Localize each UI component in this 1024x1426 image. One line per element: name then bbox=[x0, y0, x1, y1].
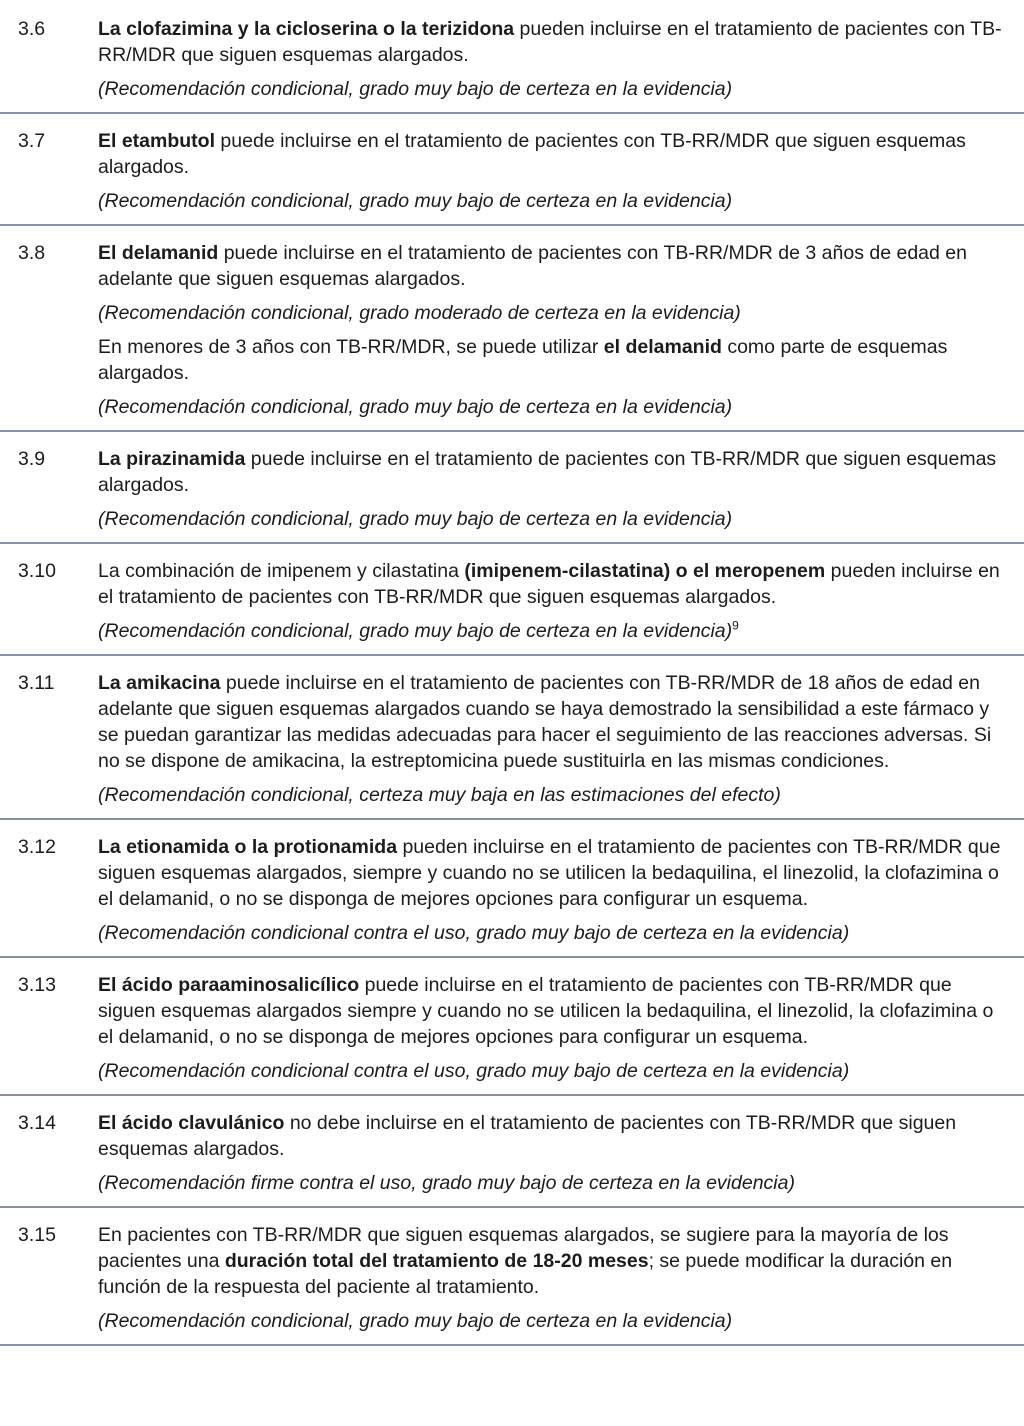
recommendation-grade: (Recomendación firme contra el uso, grado muy bajo de certeza en la evidencia) bbox=[98, 1172, 795, 1194]
recommendation-body bbox=[98, 834, 1024, 946]
text-regular: puede incluirse en el tratamiento de pacientes con TB-RR/MDR de 3 años de edad en adelante que siguen esquemas alargados. bbox=[98, 242, 967, 290]
recommendation-body bbox=[98, 670, 1024, 808]
text-bold: La pirazinamida bbox=[98, 448, 246, 470]
recommendation-number: 3.15 bbox=[18, 1224, 56, 1246]
recommendation-grade-secondary: (Recomendación condicional, grado muy bajo de certeza en la evidencia) bbox=[98, 396, 733, 418]
recommendation-grade: (Recomendación condicional contra el uso, grado muy bajo de certeza en la evidencia) bbox=[98, 1060, 850, 1082]
recommendation-text bbox=[98, 670, 1006, 774]
recommendation-number: 3.6 bbox=[18, 18, 46, 40]
recommendation-number: 3.14 bbox=[18, 1112, 56, 1134]
recommendation-body bbox=[98, 558, 1024, 644]
recommendation-grade: (Recomendación condicional, certeza muy baja en las estimaciones del efecto) bbox=[98, 784, 781, 806]
recommendation-row bbox=[0, 432, 1024, 544]
recommendation-body bbox=[98, 16, 1024, 102]
text-bold: El etambutol bbox=[98, 130, 216, 152]
recommendation-row bbox=[0, 1096, 1024, 1208]
text-bold: El ácido paraaminosalicílico bbox=[98, 974, 360, 996]
recommendation-text bbox=[98, 1222, 1006, 1300]
text-bold: La clofazimina y la cicloserina o la terizidona bbox=[98, 18, 515, 40]
recommendation-grade-text: (Recomendación condicional, grado muy bajo de certeza en la evidencia) bbox=[98, 620, 733, 642]
recommendation-body bbox=[98, 1222, 1024, 1334]
recommendation-text-secondary bbox=[98, 334, 1006, 386]
recommendation-grade: (Recomendación condicional contra el uso, grado muy bajo de certeza en la evidencia) bbox=[98, 922, 850, 944]
text-bold: El ácido clavulánico bbox=[98, 1112, 285, 1134]
recommendation-row bbox=[0, 114, 1024, 226]
recommendation-row bbox=[0, 0, 1024, 114]
recommendation-grade: (Recomendación condicional, grado muy bajo de certeza en la evidencia) bbox=[98, 78, 733, 100]
text-regular: En menores de 3 años con TB-RR/MDR, se puede utilizar bbox=[98, 336, 604, 358]
text-regular: puede incluirse en el tratamiento de pacientes con TB-RR/MDR que siguen esquemas alargados. bbox=[98, 448, 997, 496]
recommendation-text bbox=[98, 446, 1006, 498]
text-regular: pueden incluirse en el tratamiento de pacientes con TB-RR/MDR que siguen esquemas alargados. bbox=[98, 560, 1000, 608]
text-regular: ; se puede modificar la duración en función de la respuesta del paciente al tratamiento. bbox=[98, 1250, 953, 1298]
text-bold: el delamanid bbox=[603, 336, 722, 358]
recommendation-grade: (Recomendación condicional, grado muy bajo de certeza en la evidencia) bbox=[98, 1310, 733, 1332]
text-regular: pueden incluirse en el tratamiento de pacientes con TB-RR/MDR que siguen esquemas alargados. bbox=[98, 18, 1002, 66]
recommendation-body bbox=[98, 240, 1024, 420]
recommendation-grade: (Recomendación condicional, grado moderado de certeza en la evidencia) bbox=[98, 302, 741, 324]
recommendation-body bbox=[98, 446, 1024, 532]
recommendation-text bbox=[98, 240, 1006, 292]
recommendation-row bbox=[0, 226, 1024, 432]
recommendation-grade: (Recomendación condicional, grado muy bajo de certeza en la evidencia) bbox=[98, 190, 733, 212]
recommendation-text bbox=[98, 834, 1006, 912]
text-regular: puede incluirse en el tratamiento de pacientes con TB-RR/MDR de 18 años de edad en adelante que siguen esquemas alargados cuando se haya demostrado la sensibilidad a este fármaco y se puedan garantizar las medidas adecuadas para hacer el seguimiento de las reacciones adversas. Si no se dispone de amikacina, la estreptomicina puede sustituirla en las mismas condiciones. bbox=[98, 672, 992, 772]
recommendation-row bbox=[0, 656, 1024, 820]
recommendation-number: 3.13 bbox=[18, 974, 56, 996]
recommendation-text bbox=[98, 1110, 1006, 1162]
text-regular: puede incluirse en el tratamiento de pacientes con TB-RR/MDR que siguen esquemas alargados. bbox=[98, 130, 966, 178]
text-bold: duración total del tratamiento de 18-20 meses bbox=[224, 1250, 649, 1272]
text-regular: La combinación de imipenem y cilastatina bbox=[98, 560, 465, 582]
recommendation-number: 3.10 bbox=[18, 560, 56, 582]
text-bold: La etionamida o la protionamida bbox=[98, 836, 398, 858]
text-bold: La amikacina bbox=[98, 672, 221, 694]
footnote-marker: 9 bbox=[732, 618, 739, 633]
recommendation-row bbox=[0, 544, 1024, 656]
recommendation-text bbox=[98, 128, 1006, 180]
text-bold: El delamanid bbox=[98, 242, 219, 264]
recommendation-text bbox=[98, 16, 1006, 68]
recommendation-row bbox=[0, 820, 1024, 958]
recommendation-body bbox=[98, 972, 1024, 1084]
recommendation-body bbox=[98, 1110, 1024, 1196]
recommendation-number: 3.7 bbox=[18, 130, 46, 152]
text-regular: En pacientes con TB-RR/MDR que siguen esquemas alargados, se sugiere para la mayoría de los pacientes una bbox=[98, 1224, 949, 1272]
text-regular: como parte de esquemas alargados. bbox=[98, 336, 948, 384]
recommendation-number: 3.12 bbox=[18, 836, 56, 858]
text-regular: no debe incluirse en el tratamiento de pacientes con TB-RR/MDR que siguen esquemas alargados. bbox=[98, 1112, 957, 1160]
recommendation-text bbox=[98, 972, 1006, 1050]
text-bold: (imipenem-cilastatina) o el meropenem bbox=[464, 560, 826, 582]
recommendation-body bbox=[98, 128, 1024, 214]
recommendation-number: 3.9 bbox=[18, 448, 46, 470]
recommendation-row bbox=[0, 958, 1024, 1096]
recommendation-grade bbox=[98, 618, 1006, 644]
recommendation-row bbox=[0, 1208, 1024, 1346]
text-regular: puede incluirse en el tratamiento de pacientes con TB-RR/MDR que siguen esquemas alargados siempre y cuando no se utilicen la bedaquilina, el linezolid, la clofazimina o el delamanid, o no se disponga de mejores opciones para configurar un esquema. bbox=[98, 974, 994, 1048]
recommendation-text bbox=[98, 558, 1006, 610]
text-regular: pueden incluirse en el tratamiento de pacientes con TB-RR/MDR que siguen esquemas alargados, siempre y cuando no se utilicen la bedaquilina, el linezolid, la clofazimina o el delamanid, o no se disponga de mejores opciones para configurar un esquema. bbox=[98, 836, 1001, 910]
recommendation-number: 3.11 bbox=[18, 672, 55, 694]
recommendation-number: 3.8 bbox=[18, 242, 46, 264]
recommendation-grade: (Recomendación condicional, grado muy bajo de certeza en la evidencia) bbox=[98, 508, 733, 530]
